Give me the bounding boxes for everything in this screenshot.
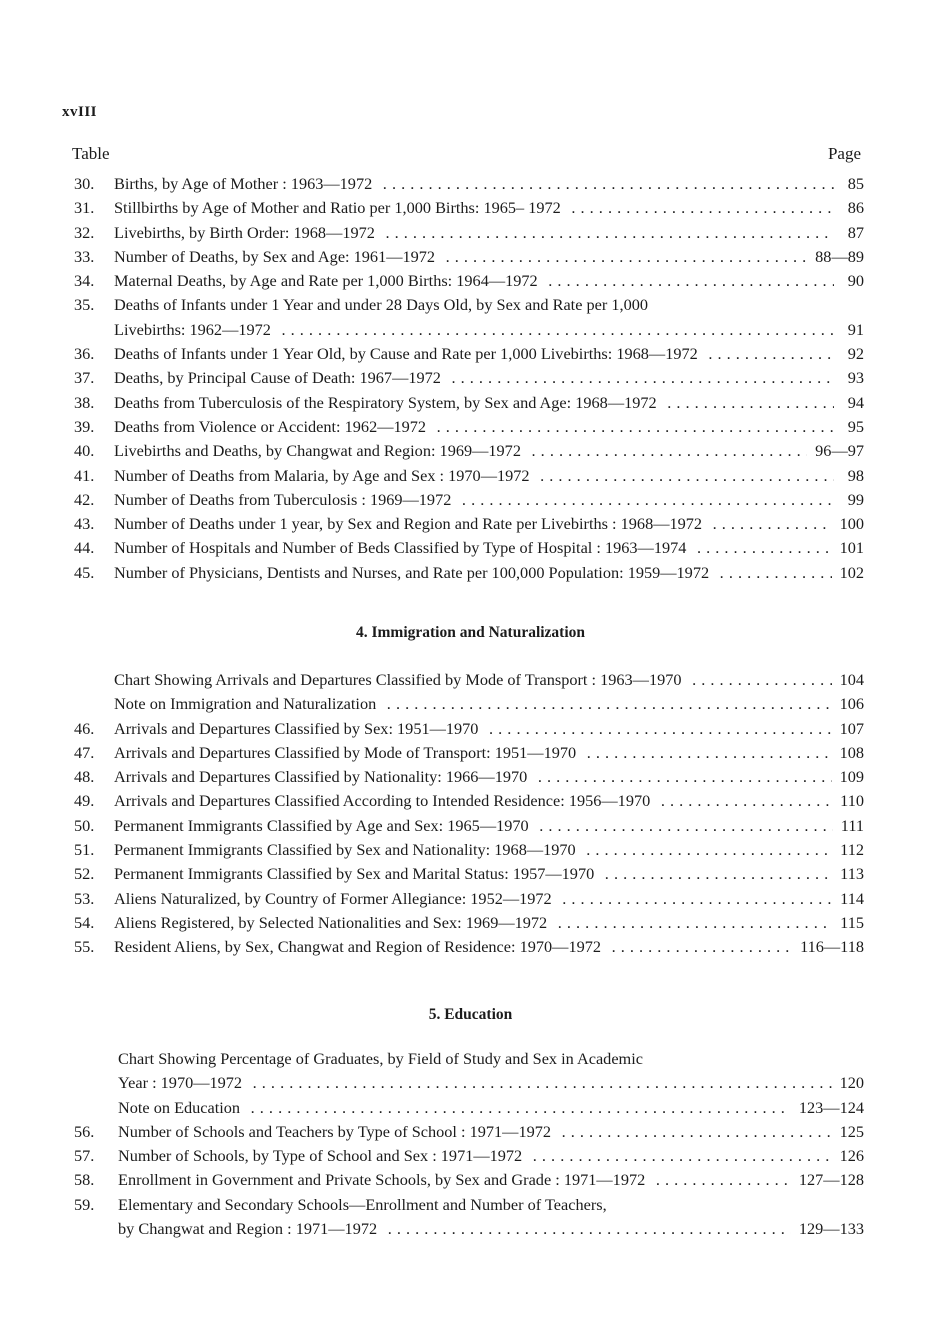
toc-entry-59 bbox=[74, 1193, 864, 1217]
entry-number: 46. bbox=[74, 718, 95, 738]
entry-title: Number of Deaths from Malaria, by Age and Sex : 1970—1972 bbox=[114, 466, 536, 485]
toc-entry bbox=[74, 814, 864, 838]
entry-number: 52. bbox=[74, 864, 95, 884]
entry-number: 51. bbox=[74, 840, 95, 860]
entry-page: 95 bbox=[847, 416, 864, 436]
entry-number: 36. bbox=[74, 344, 95, 364]
toc-entry bbox=[74, 789, 864, 813]
entry-title: Number of Hospitals and Number of Beds Classified by Type of Hospital : 1963—1974 bbox=[114, 538, 692, 557]
toc-entry bbox=[74, 717, 864, 741]
entry-number: 49. bbox=[74, 791, 95, 811]
entry-page: 112 bbox=[840, 840, 864, 860]
page-number: xvIII bbox=[62, 104, 98, 120]
entry-number: 43. bbox=[74, 514, 95, 534]
entry-title: Stillbirths by Age of Mother and Ratio per 1,000 Births: 1965– 1972 bbox=[114, 198, 567, 217]
entry-title: Number of Deaths, by Sex and Age: 1961—1972 bbox=[114, 247, 441, 266]
toc-entry bbox=[74, 245, 864, 269]
entry-page: 101 bbox=[839, 538, 864, 558]
toc-block-immigration bbox=[74, 668, 864, 960]
toc-entry bbox=[74, 935, 864, 959]
entry-page: 85 bbox=[847, 174, 864, 193]
entry-page: 90 bbox=[847, 271, 864, 291]
entry-number: 50. bbox=[74, 815, 95, 835]
entry-number: 56. bbox=[74, 1121, 95, 1141]
entry-page: 86 bbox=[847, 198, 864, 218]
entry-number: 59. bbox=[74, 1194, 95, 1214]
entry-number: 44. bbox=[74, 538, 95, 558]
entry-title: Chart Showing Arrivals and Departures Classified by Mode of Transport : 1963—1970 bbox=[114, 670, 688, 689]
entry-title-line1: Chart Showing Percentage of Graduates, by Field of Study and Sex in Academic bbox=[118, 1049, 643, 1068]
entry-title: Note on Immigration and Naturalization bbox=[114, 694, 382, 713]
toc-entry bbox=[74, 911, 864, 935]
entry-title: Deaths, by Principal Cause of Death: 1967—1972 bbox=[114, 368, 447, 387]
entry-page: 120 bbox=[839, 1073, 864, 1093]
entry-title: Arrivals and Departures Classified by Sex: 1951—1970 bbox=[114, 719, 484, 738]
entry-title: Livebirths, by Birth Order: 1968—1972 bbox=[114, 223, 381, 242]
toc-entry bbox=[74, 172, 864, 196]
toc-entry bbox=[74, 269, 864, 293]
entry-number: 31. bbox=[74, 198, 95, 218]
entry-page: 125 bbox=[839, 1121, 864, 1141]
entry-title: Number of Deaths from Tuberculosis : 1969—1972 bbox=[114, 490, 457, 509]
entry-title: Permanent Immigrants Classified by Age and Sex: 1965—1970 bbox=[114, 816, 535, 835]
entry-page: 126 bbox=[839, 1146, 864, 1166]
entry-title: Note on Education bbox=[118, 1098, 246, 1117]
entry-page: 94 bbox=[847, 392, 864, 412]
entry-number: 41. bbox=[74, 465, 95, 485]
toc-entry bbox=[74, 765, 864, 789]
entry-page: 114 bbox=[840, 888, 864, 908]
entry-page: 88—89 bbox=[815, 246, 864, 266]
entry-page: 87 bbox=[847, 222, 864, 242]
entry-page: 102 bbox=[839, 562, 864, 582]
entry-title: Permanent Immigrants Classified by Sex and Marital Status: 1957—1970 bbox=[114, 864, 600, 883]
entry-page: 109 bbox=[839, 767, 864, 787]
column-headers bbox=[72, 144, 861, 164]
page-column-label: Page bbox=[827, 144, 861, 163]
entry-title: Arrivals and Departures Classified by Nationality: 1966—1970 bbox=[114, 767, 533, 786]
entry-page: 98 bbox=[847, 465, 864, 485]
entry-page: 123—124 bbox=[798, 1097, 864, 1117]
entry-title-line2: Year : 1970—1972 bbox=[118, 1073, 248, 1092]
entry-title: Aliens Registered, by Selected Nationalities and Sex: 1969—1972 bbox=[114, 913, 553, 932]
entry-title: Deaths from Violence or Accident: 1962—1972 bbox=[114, 417, 432, 436]
entry-page: 99 bbox=[847, 489, 864, 509]
toc-entry bbox=[74, 512, 864, 536]
entry-page: 108 bbox=[839, 742, 864, 762]
toc-block-health-1 bbox=[74, 172, 864, 585]
entry-number: 58. bbox=[74, 1170, 95, 1190]
toc-entry bbox=[74, 887, 864, 911]
entry-page: 96—97 bbox=[815, 441, 864, 461]
entry-page: 113 bbox=[840, 864, 864, 884]
toc-entry bbox=[74, 741, 864, 765]
entry-page: 111 bbox=[840, 815, 864, 835]
entry-title: Enrollment in Government and Private Schools, by Sex and Grade : 1971—1972 bbox=[118, 1170, 651, 1189]
entry-page: 116—118 bbox=[800, 937, 864, 957]
entry-number: 47. bbox=[74, 742, 95, 762]
entry-title: Births, by Age of Mother : 1963—1972 bbox=[114, 174, 378, 193]
entry-number: 38. bbox=[74, 392, 95, 412]
toc-entry-35-continued bbox=[74, 318, 864, 342]
toc-entry bbox=[74, 1120, 864, 1144]
entry-title: Number of Deaths under 1 year, by Sex and Region and Rate per Livebirths : 1968—1972 bbox=[114, 514, 708, 533]
entry-number: 39. bbox=[74, 416, 95, 436]
entry-page: 104 bbox=[839, 670, 864, 689]
entry-title: Number of Schools, by Type of School and Sex : 1971—1972 bbox=[118, 1146, 528, 1165]
entry-page: 129—133 bbox=[798, 1219, 864, 1239]
toc-entry bbox=[74, 862, 864, 886]
entry-number: 40. bbox=[74, 441, 95, 461]
toc-entry bbox=[74, 391, 864, 415]
toc-block-education bbox=[74, 1047, 864, 1241]
entry-title-line1: Deaths of Infants under 1 Year and under 28 Days Old, by Sex and Rate per 1,000 bbox=[114, 295, 648, 315]
entry-title: Maternal Deaths, by Age and Rate per 1,000 Births: 1964—1972 bbox=[114, 271, 544, 290]
entry-title-line1: Elementary and Secondary Schools—Enrollment and Number of Teachers, bbox=[118, 1194, 607, 1214]
entry-number: 45. bbox=[74, 562, 95, 582]
toc-entry-59-continued bbox=[74, 1217, 864, 1241]
entry-number: 57. bbox=[74, 1146, 95, 1166]
section-4-title: 4. Immigration and Naturalization bbox=[355, 624, 586, 641]
entry-title: Permanent Immigrants Classified by Sex and Nationality: 1968—1970 bbox=[114, 840, 582, 859]
entry-page: 127—128 bbox=[798, 1170, 864, 1190]
section-5-title: 5. Education bbox=[428, 1006, 513, 1023]
entry-title: Deaths from Tuberculosis of the Respiratory System, by Sex and Age: 1968—1972 bbox=[114, 393, 663, 412]
entry-number: 55. bbox=[74, 937, 95, 957]
entry-page: 93 bbox=[847, 368, 864, 388]
entry-page: 92 bbox=[847, 344, 864, 364]
toc-entry bbox=[74, 439, 864, 463]
entry-page: 106 bbox=[839, 694, 864, 714]
toc-entry-35 bbox=[74, 293, 864, 317]
entry-title: Aliens Naturalized, by Country of Former Allegiance: 1952—1972 bbox=[114, 889, 558, 908]
toc-entry bbox=[74, 1096, 864, 1120]
entry-number: 37. bbox=[74, 368, 95, 388]
entry-page: 115 bbox=[840, 912, 864, 932]
toc-entry bbox=[74, 668, 864, 692]
entry-title: Resident Aliens, by Sex, Changwat and Region of Residence: 1970—1972 bbox=[114, 937, 607, 956]
entry-page: 100 bbox=[839, 514, 864, 534]
toc-entry bbox=[74, 196, 864, 220]
toc-entry bbox=[74, 464, 864, 488]
toc-entry bbox=[74, 221, 864, 245]
toc-entry bbox=[74, 366, 864, 390]
entry-title: Arrivals and Departures Classified by Mode of Transport: 1951—1970 bbox=[114, 743, 582, 762]
toc-entry bbox=[74, 488, 864, 512]
entry-title: Livebirths and Deaths, by Changwat and Region: 1969—1972 bbox=[114, 441, 527, 460]
toc-entry-chart-continued bbox=[74, 1071, 864, 1095]
entry-number: 48. bbox=[74, 767, 95, 787]
toc-entry-chart bbox=[74, 1047, 864, 1071]
toc-entry bbox=[74, 1168, 864, 1192]
entry-number: 54. bbox=[74, 912, 95, 932]
entry-number: 35. bbox=[74, 295, 95, 315]
entry-number: 30. bbox=[74, 174, 95, 193]
table-column-label: Table bbox=[72, 144, 110, 163]
entry-page: 107 bbox=[839, 718, 864, 738]
entry-title: Deaths of Infants under 1 Year Old, by Cause and Rate per 1,000 Livebirths: 1968—1972 bbox=[114, 344, 704, 363]
toc-entry bbox=[74, 838, 864, 862]
entry-page: 91 bbox=[847, 319, 864, 339]
entry-number: 33. bbox=[74, 246, 95, 266]
toc-entry bbox=[74, 342, 864, 366]
toc-entry bbox=[74, 692, 864, 716]
entry-page: 110 bbox=[840, 791, 864, 811]
entry-number: 32. bbox=[74, 222, 95, 242]
entry-number: 42. bbox=[74, 489, 95, 509]
entry-number: 34. bbox=[74, 271, 95, 291]
entry-title-line2: by Changwat and Region : 1971—1972 bbox=[118, 1219, 383, 1238]
toc-entry bbox=[74, 415, 864, 439]
entry-title: Arrivals and Departures Classified According to Intended Residence: 1956—1970 bbox=[114, 791, 656, 810]
entry-title-line2: Livebirths: 1962—1972 bbox=[114, 320, 277, 339]
toc-entry bbox=[74, 1144, 864, 1168]
entry-title: Number of Schools and Teachers by Type of School : 1971—1972 bbox=[118, 1122, 557, 1141]
entry-number: 53. bbox=[74, 888, 95, 908]
toc-entry bbox=[74, 536, 864, 560]
toc-entry bbox=[74, 561, 864, 585]
entry-title: Number of Physicians, Dentists and Nurses, and Rate per 100,000 Population: 1959—1972 bbox=[114, 563, 715, 582]
